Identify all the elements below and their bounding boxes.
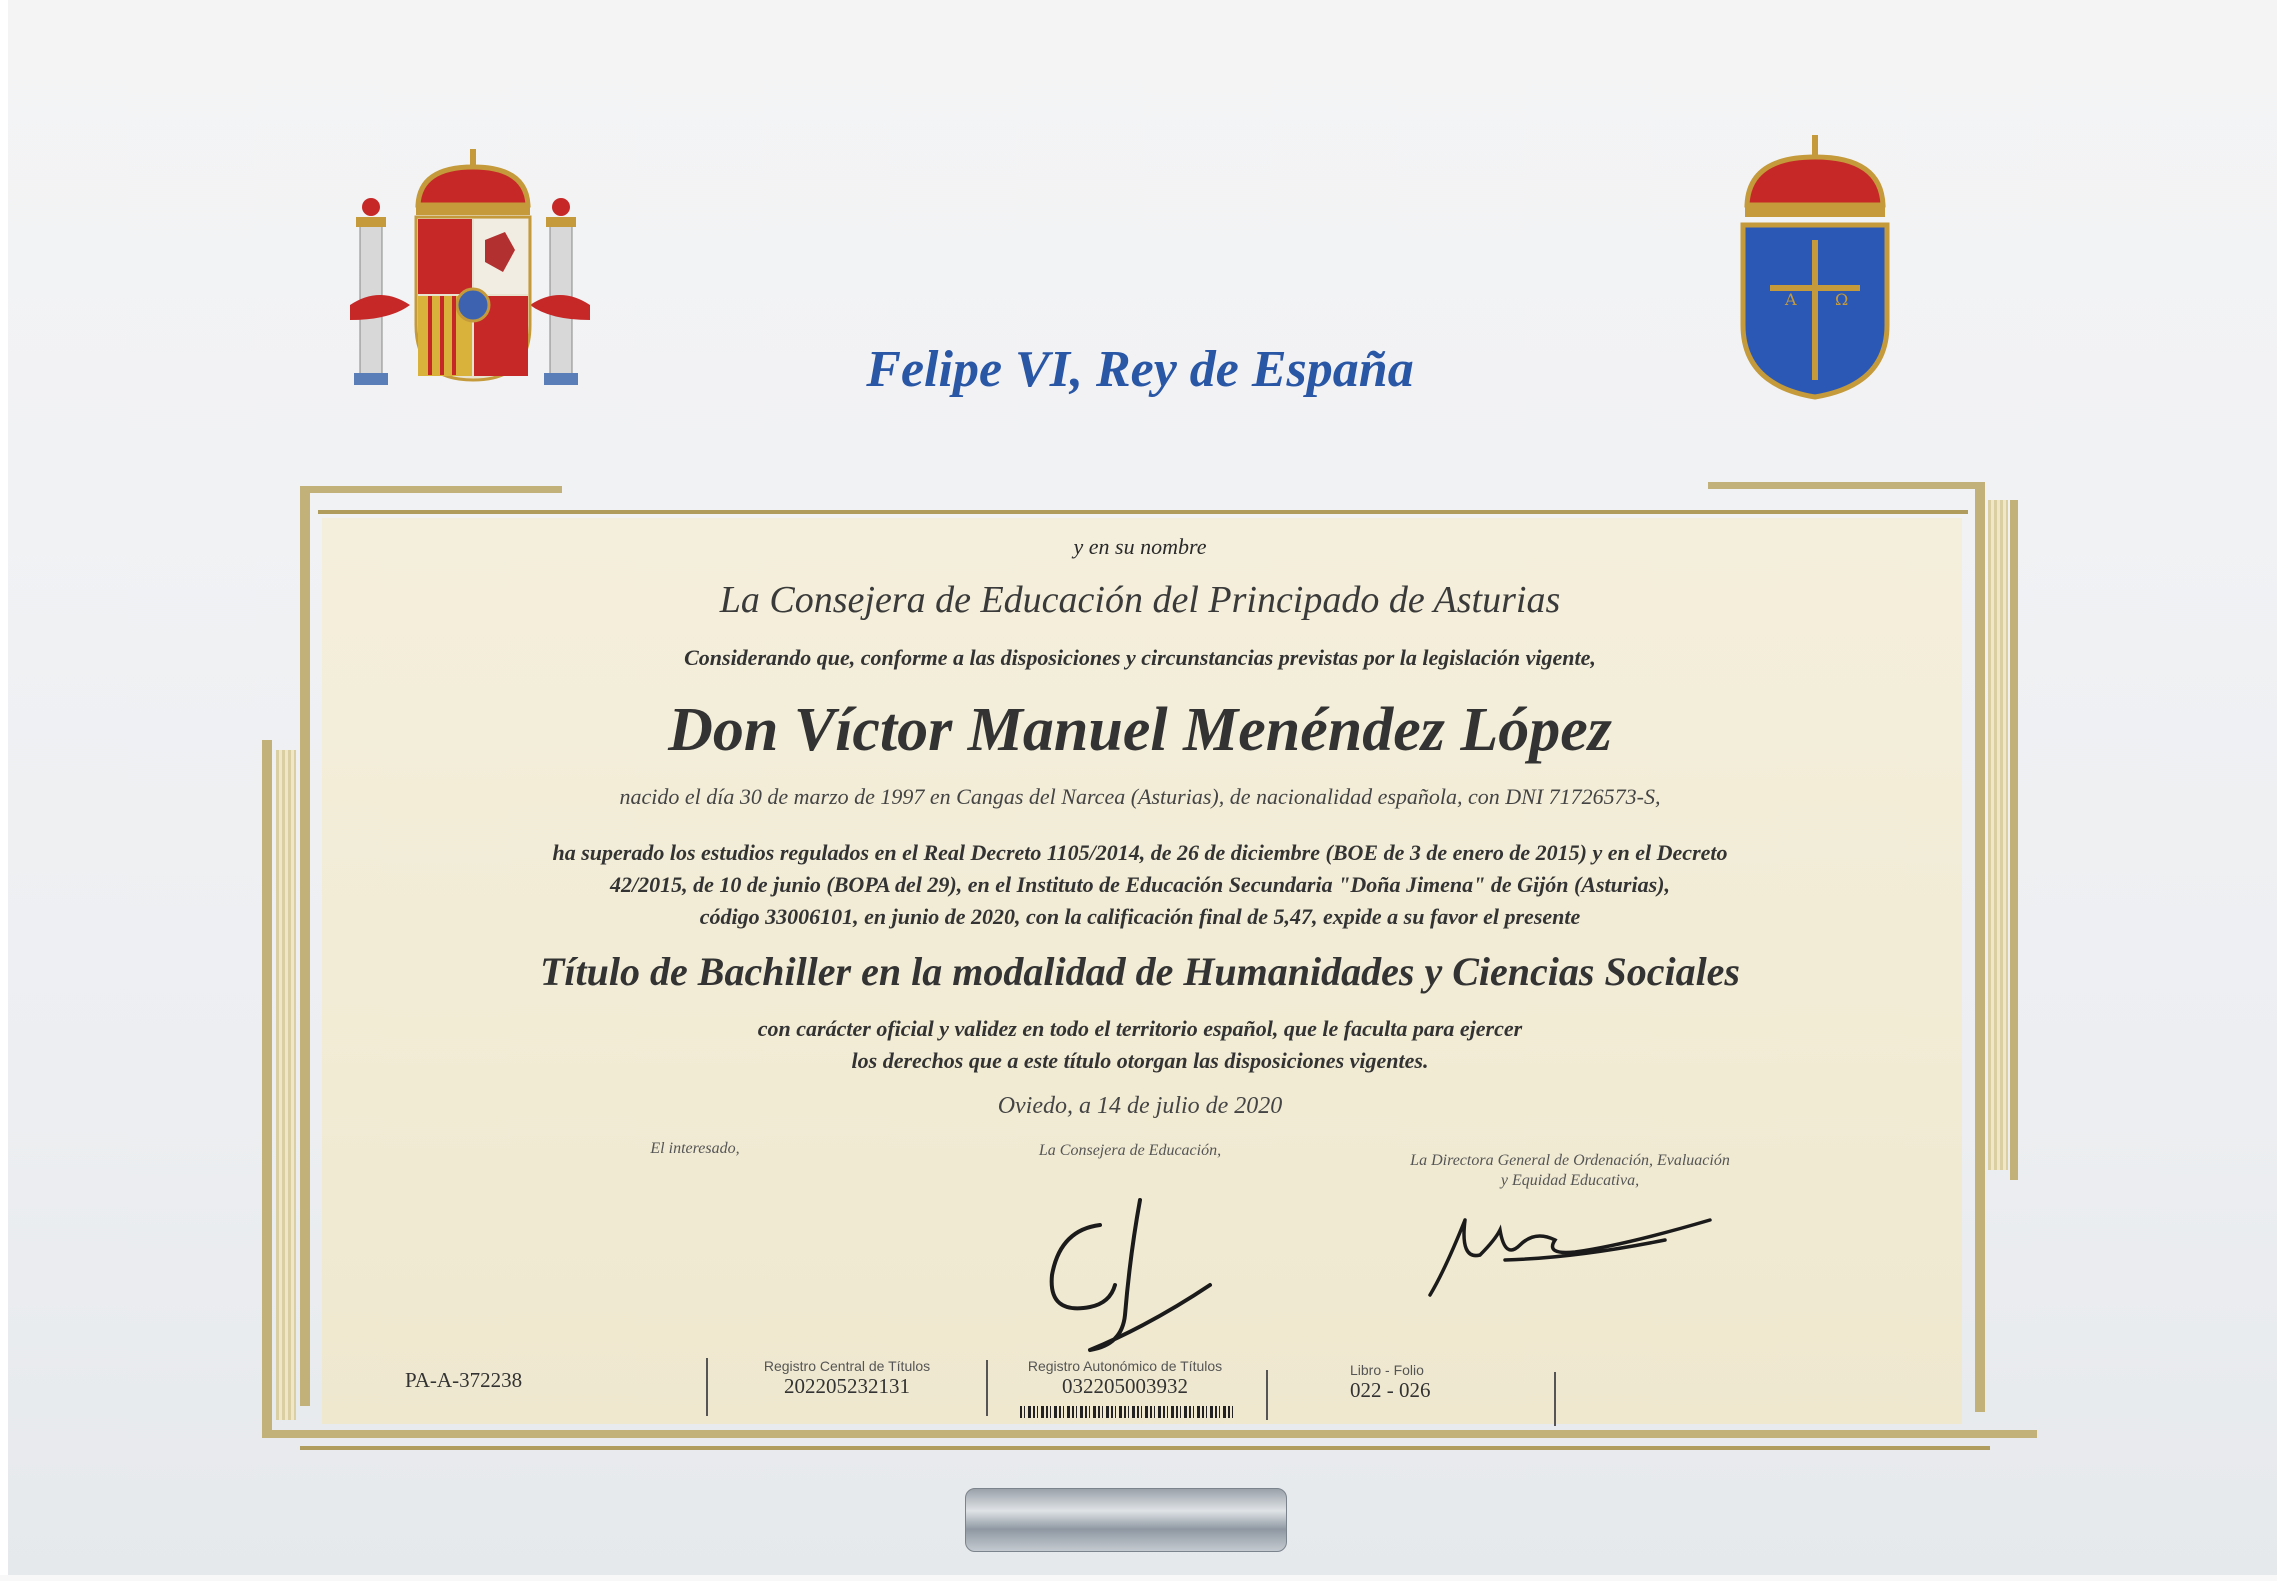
signature-label-directora-line1: La Directora General de Ordenación, Evaluación <box>1410 1152 1730 1169</box>
authority-line: La Consejera de Educación del Principado de Asturias <box>719 579 1561 621</box>
place-date: Oviedo, a 14 de julio de 2020 <box>997 1093 1283 1119</box>
libro-folio-label: Libro - Folio <box>1350 1362 1424 1378</box>
en-su-nombre: y en su nombre <box>1073 534 1207 559</box>
svg-text:Ω: Ω <box>1835 290 1849 309</box>
serial-number: PA-A-372238 <box>405 1368 523 1392</box>
frame-left-pattern <box>276 750 296 1420</box>
frame-right-bar <box>1975 482 1985 1412</box>
frame-left-bar <box>300 486 310 1406</box>
svg-text:A: A <box>1785 290 1797 309</box>
registro-autonomico <box>1000 1358 1250 1399</box>
studies-line-2: 42/2015, de 10 de junio (BOPA del 29), en el Instituto de Educación Secundaria "Doña Jimena" de Gijón (Asturias), <box>610 872 1670 897</box>
registry-separator-3 <box>1266 1370 1268 1420</box>
signature-label-consejera: La Consejera de Educación, <box>1038 1142 1222 1159</box>
page-bottom-edge <box>0 1575 2277 1581</box>
holder-name: Don Víctor Manuel Menéndez López <box>668 696 1612 764</box>
signature-label-directora-line2: y Equidad Educativa, <box>1500 1172 1640 1189</box>
spain-coat-of-arms-icon <box>350 145 590 395</box>
security-hologram-stamp <box>965 1488 1287 1552</box>
frame-bottom-bar <box>262 1430 2037 1438</box>
validity-line-2: los derechos que a este título otorgan las disposiciones vigentes. <box>851 1048 1429 1073</box>
birth-info: nacido el día 30 de marzo de 1997 en Cangas del Narcea (Asturias), de nacionalidad española, con DNI 71726573-S, <box>619 784 1661 809</box>
registro-autonomico-label: Registro Autonómico de Títulos <box>1027 1358 1223 1374</box>
page-left-edge <box>0 0 8 1581</box>
registry-separator-1 <box>706 1358 708 1416</box>
registro-central-value: 202205232131 <box>784 1374 910 1398</box>
consejera-signature <box>1030 1195 1230 1355</box>
barcode <box>1020 1406 1235 1418</box>
frame-bottom-inner-line <box>300 1446 1990 1450</box>
signature-label-interesado: El interesado, <box>650 1140 740 1157</box>
frame-right-outer-bar <box>2010 500 2018 1180</box>
registro-central <box>722 1358 972 1399</box>
registry-separator-4 <box>1554 1372 1556 1426</box>
directora-signature <box>1425 1200 1725 1310</box>
asturias-coat-of-arms-icon <box>1735 135 1895 405</box>
frame-top-right-bar <box>1708 482 1983 489</box>
considerando-line: Considerando que, conforme a las disposiciones y circunstancias previstas por la legislación vigente, <box>684 645 1596 670</box>
frame-left-outer-bar <box>262 740 272 1438</box>
studies-line-3: código 33006101, en junio de 2020, con la calificación final de 5,47, expide a su favor el presente <box>699 904 1581 929</box>
frame-right-pattern <box>1988 500 2008 1170</box>
king-heading: Felipe VI, Rey de España <box>866 341 1414 398</box>
frame-top-inner-line <box>318 510 1968 514</box>
frame-top-left-bar <box>300 486 562 493</box>
degree-title: Título de Bachiller en la modalidad de Humanidades y Ciencias Sociales <box>540 949 1740 994</box>
registry-separator-2 <box>986 1360 988 1416</box>
registro-central-label: Registro Central de Títulos <box>763 1358 931 1374</box>
studies-line-1: ha superado los estudios regulados en el Real Decreto 1105/2014, de 26 de diciembre (BOE de 3 de enero de 2015) y en el Decreto <box>552 840 1728 865</box>
libro-folio-value: 022 - 026 <box>1350 1378 1431 1402</box>
libro-folio <box>1350 1362 1470 1403</box>
registro-autonomico-value: 032205003932 <box>1062 1374 1188 1398</box>
validity-line-1: con carácter oficial y validez en todo el territorio español, que le faculta para ejercer <box>757 1016 1523 1041</box>
